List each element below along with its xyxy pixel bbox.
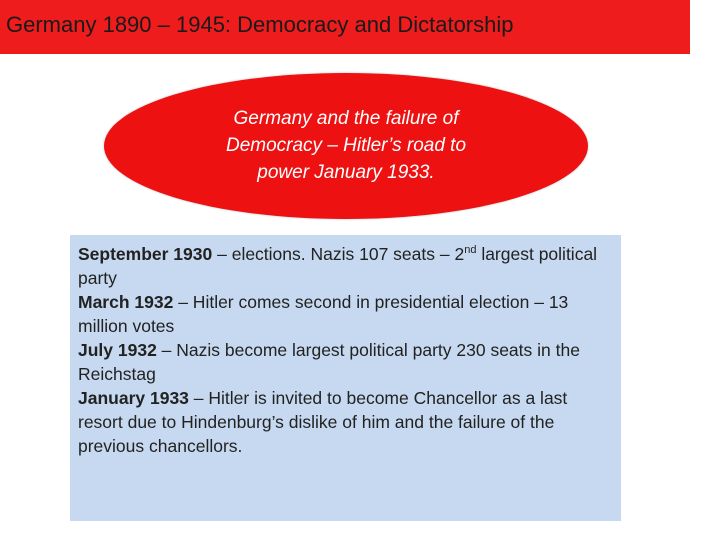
entry-date: January 1933 — [78, 388, 189, 408]
entry-superscript: nd — [464, 244, 477, 257]
slide-title: Germany 1890 – 1945: Democracy and Dictatorship — [6, 12, 514, 37]
entry-text: – elections. Nazis 107 seats – 2 — [212, 244, 465, 264]
timeline-entry-jul-1932 — [78, 338, 613, 386]
timeline-box — [70, 235, 621, 521]
subtitle-text — [104, 105, 588, 186]
entry-text: – Nazis become largest political party 230 seats in the Reichstag — [78, 340, 580, 384]
entry-text: largest political party — [78, 244, 598, 288]
subtitle-line-3: power January 1933. — [257, 162, 435, 183]
subtitle-oval — [104, 73, 588, 219]
entry-date: September 1930 — [78, 244, 213, 264]
entry-text: – Hitler comes second in presidential election – 13 million votes — [78, 292, 569, 336]
subtitle-line-2: Democracy – Hitler’s road to — [225, 135, 467, 156]
timeline-entry-mar-1932 — [78, 290, 613, 338]
subtitle-line-1: Germany and the failure of — [233, 108, 459, 129]
entry-date: March 1932 — [78, 292, 174, 312]
timeline-entry-jan-1933 — [78, 386, 613, 458]
entry-text: – Hitler is invited to become Chancellor as a last resort due to Hindenburg’s dislike of him and the failure of the previous chancellors. — [78, 388, 568, 456]
entry-date: July 1932 — [78, 340, 157, 360]
timeline-entry-sep-1930 — [78, 242, 613, 290]
title-bar — [0, 0, 690, 54]
